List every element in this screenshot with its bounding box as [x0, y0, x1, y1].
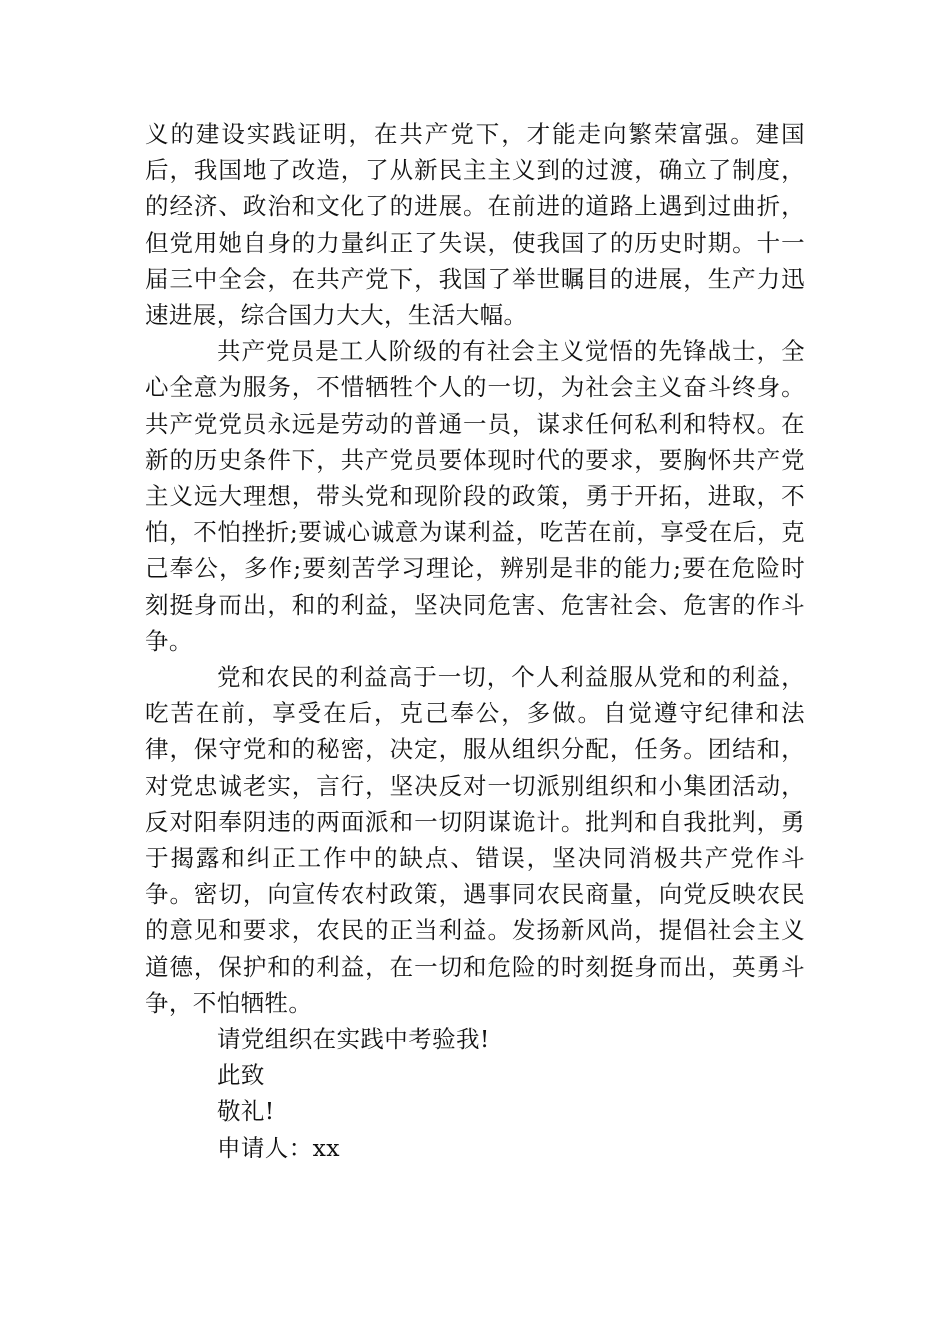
applicant-signature: 申请人：xx — [217, 1133, 340, 1162]
application-letter-body — [145, 116, 805, 1166]
paragraph-development-history: 义的建设实践证明，在共产党下，才能走向繁荣富强。建国后，我国地了改造，了从新民主主义到的过渡，确立了制度，的经济、政治和文化了的进展。在前进的道路上遇到过曲折，但党用她自身的力量纠正了失误，使我国了的历史时期。十一届三中全会，在共产党下，我国了举世瞩目的进展，生产力迅速进展，综合国力大大，生活大幅。 — [145, 120, 805, 330]
salutation-jingli: 敬礼! — [217, 1097, 275, 1126]
paragraph-member-duties: 共产党员是工人阶级的有社会主义觉悟的先锋战士，全心全意为服务，不惜牺牲个人的一切，为社会主义奋斗终身。共产党党员永远是劳动的普通一员，谋求任何私利和特权。在新的历史条件下，共产党员要体现时代的要求，要胸怀共产党主义远大理想，带头党和现阶段的政策，勇于开拓，进取，不怕，不怕挫折;要诚心诚意为谋利益，吃苦在前，享受在后，克己奉公，多作;要刻苦学习理论，辨别是非的能力;要在危险时刻挺身而出，和的利益，坚决同危害、危害社会、危害的作斗争。 — [145, 337, 805, 655]
paragraph-farmer-interests: 党和农民的利益高于一切，个人利益服从党和的利益，吃苦在前，享受在后，克己奉公，多做。自觉遵守纪律和法律，保守党和的秘密，决定，服从组织分配，任务。团结和，对党忠诚老实，言行，坚决反对一切派别组织和小集团活动，反对阳奉阴违的两面派和一切阴谋诡计。批判和自我批判，勇于揭露和纠正工作中的缺点、错误，坚决同消极共产党作斗争。密切，向宣传农村政策，遇事同农民商量，向党反映农民的意见和要求，农民的正当利益。发扬新风尚，提倡社会主义道德，保护和的利益，在一切和危险的时刻挺身而出，英勇斗争，不怕牺牲。 — [145, 663, 805, 1017]
salutation-cizhi: 此致 — [217, 1061, 265, 1090]
closing-request: 请党组织在实践中考验我! — [217, 1025, 490, 1054]
